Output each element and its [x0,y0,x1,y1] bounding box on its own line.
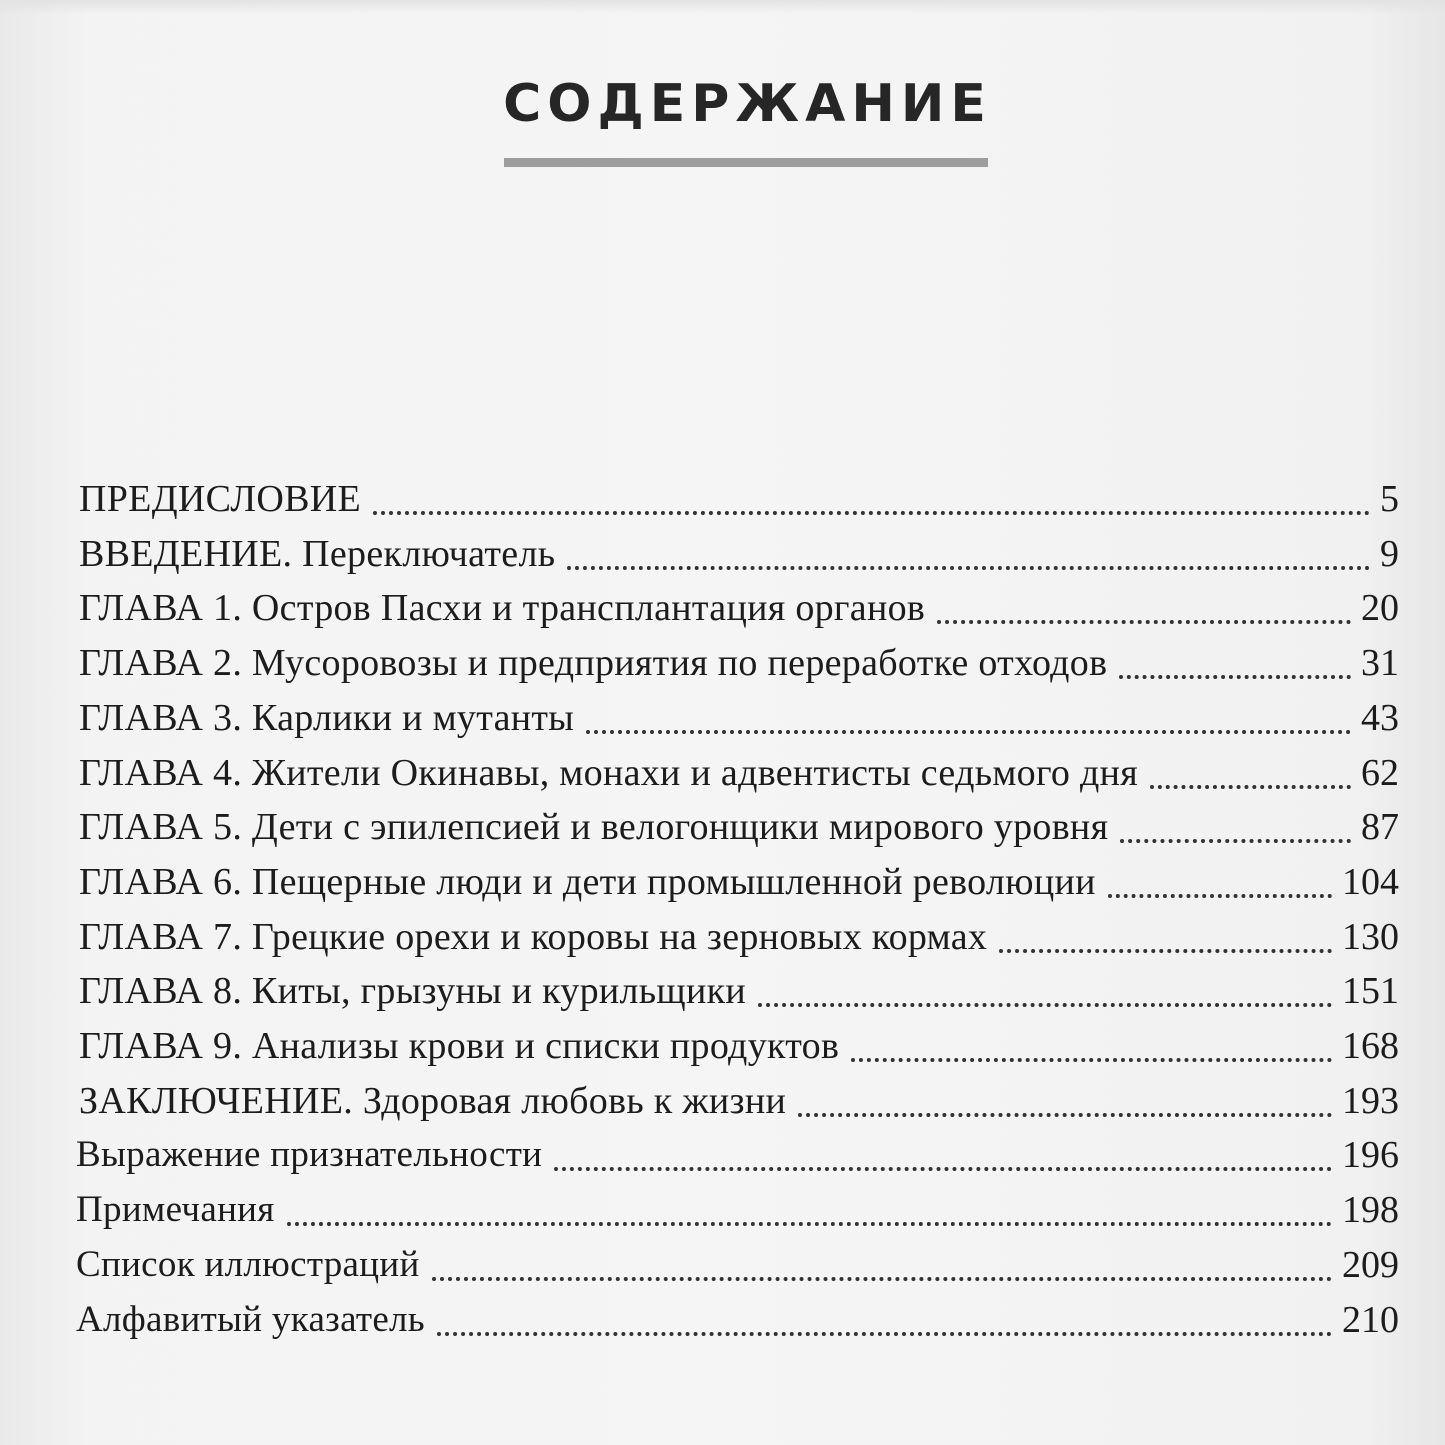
toc-entry-label: ГЛАВА 7. Грецкие орехи и коровы на зерновых кормах [79,915,988,958]
toc-entry-page: 31 [1361,642,1399,685]
toc-entry-page: 104 [1342,860,1399,903]
toc-entry-page: 43 [1361,696,1399,739]
dot-leader [1120,839,1351,843]
toc-entry-chapter-6 [0,854,1445,910]
toc-entry-chapter-4 [0,745,1445,801]
toc-entry-label: Алфавитый указатель [76,1298,425,1340]
toc-entry-acknowledgements [0,1127,1445,1183]
toc-entry-illustrations [0,1237,1445,1293]
toc-entry-preface [0,471,1445,527]
toc-entry-page: 62 [1361,751,1399,794]
dot-leader [937,620,1351,624]
toc-entry-label: Список иллюстраций [76,1243,420,1285]
toc-entry-page: 20 [1361,587,1399,630]
dot-leader [1108,894,1332,898]
toc-entry-chapter-1 [0,580,1445,636]
toc-entry-label: Примечания [76,1189,275,1231]
toc-entry-page: 130 [1342,915,1399,958]
toc-entry-introduction [0,526,1445,582]
toc-entry-index [0,1292,1445,1348]
toc-entry-chapter-7 [0,909,1445,965]
toc-entry-label: ГЛАВА 1. Остров Пасхи и трансплантация органов [79,587,926,630]
page-top-shadow [0,0,1445,14]
page-title: СОДЕРЖАНИЕ [503,74,992,134]
dot-leader [1119,675,1351,679]
toc-entry-chapter-3 [0,690,1445,746]
toc-entry-label: ГЛАВА 8. Киты, грызуны и курильщики [79,970,747,1013]
toc-entry-page: 168 [1342,1025,1399,1067]
toc-entry-notes [0,1182,1445,1238]
dot-leader [287,1222,1332,1226]
toc-entry-page: 209 [1342,1243,1399,1286]
dot-leader [586,730,1351,734]
toc-entry-chapter-2 [0,635,1445,691]
toc-entry-label: ГЛАВА 9. Анализы крови и списки продуктов [79,1025,840,1067]
toc-entry-label: ЗАКЛЮЧЕНИЕ. Здоровая любовь к жизни [79,1079,787,1122]
dot-leader [1150,785,1351,789]
toc-entry-page: 5 [1380,478,1399,520]
toc-entry-label: ВВЕДЕНИЕ. Переключатель [79,532,556,575]
toc-entry-page: 9 [1380,532,1399,575]
dot-leader [432,1277,1332,1281]
dot-leader [758,1003,1332,1007]
dot-leader [437,1332,1332,1336]
toc-entry-chapter-9 [0,1018,1445,1074]
toc-entry-label: ГЛАВА 2. Мусоровозы и предприятия по переработке отходов [79,642,1108,685]
toc-entry-page: 198 [1342,1189,1399,1232]
toc-entry-chapter-5 [0,799,1445,855]
toc-entry-label: ГЛАВА 4. Жители Окинавы, монахи и адвентисты седьмого дня [79,751,1139,794]
toc-entry-page: 196 [1342,1134,1399,1177]
toc-entry-page: 87 [1361,806,1399,849]
dot-leader [373,511,1370,515]
toc-entry-label: Выражение признательности [76,1134,543,1176]
toc-entry-label: ГЛАВА 3. Карлики и мутанты [79,696,575,739]
toc-entry-conclusion [0,1073,1445,1129]
dot-leader [798,1113,1332,1117]
dot-leader [554,1167,1332,1171]
toc-entry-page: 151 [1342,970,1399,1013]
toc-entry-page: 193 [1342,1079,1399,1122]
dot-leader [851,1058,1332,1062]
toc-entry-page: 210 [1342,1298,1399,1341]
toc-entry-chapter-8 [0,963,1445,1019]
title-underline [504,158,988,167]
dot-leader [567,566,1370,570]
toc-entry-label: ГЛАВА 6. Пещерные люди и дети промышленной революции [79,860,1096,903]
dot-leader [999,949,1332,953]
toc-entry-label: ПРЕДИСЛОВИЕ [79,478,362,520]
toc-entry-label: ГЛАВА 5. Дети с эпилепсией и велогонщики мирового уровня [79,806,1109,849]
